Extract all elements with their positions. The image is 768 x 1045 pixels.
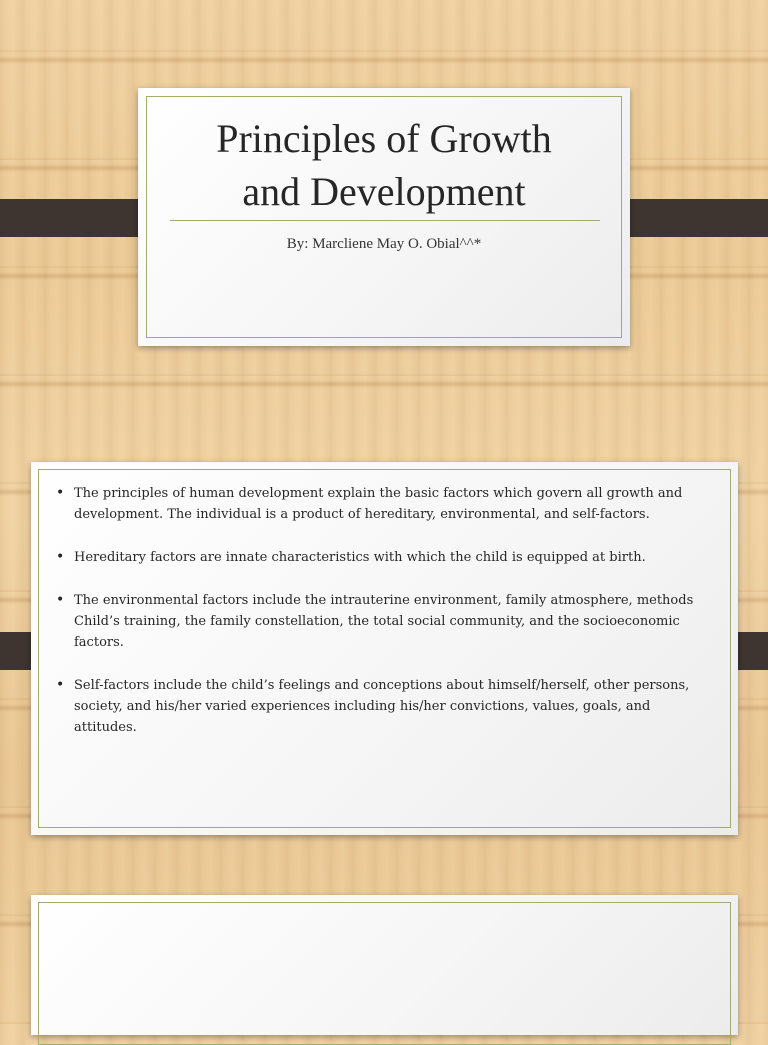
title-line-2: and Development (242, 169, 526, 214)
decor-bar-left-1 (0, 199, 155, 237)
title-divider (170, 220, 600, 221)
bullet-icon: • (56, 677, 65, 693)
slide-title (138, 112, 630, 218)
next-slide (31, 895, 738, 1035)
title-slide (138, 88, 630, 346)
bullet-text: The principles of human development explain the basic factors which govern all growth and development. The individual is a product of hereditary, environmental, and self-factors. (74, 486, 683, 522)
bullet-icon: • (56, 592, 65, 608)
bullet-text: The environmental factors include the intrauterine environment, family atmosphere, methods Child’s training, the family constellation, the total social community, and the socioeconomic factors. (74, 593, 694, 650)
bullet-item (56, 590, 696, 653)
content-slide (31, 462, 738, 835)
bullet-icon: • (56, 485, 65, 501)
bullet-item (56, 675, 696, 738)
bullet-item (56, 547, 696, 568)
bullet-text: Hereditary factors are innate characteristics with which the child is equipped at birth. (74, 550, 646, 565)
title-line-1: Principles of Growth (216, 116, 552, 161)
bullet-icon: • (56, 549, 65, 565)
bullet-list (56, 483, 696, 760)
decor-bar-right-1 (613, 199, 768, 237)
bullet-text: Self-factors include the child’s feelings and conceptions about himself/herself, other persons, society, and his/her varied experiences including his/her convictions, values, goals, and attitudes. (74, 678, 690, 735)
bullet-item (56, 483, 696, 525)
author-byline: By: Marcliene May O. Obial^^* (286, 236, 482, 252)
